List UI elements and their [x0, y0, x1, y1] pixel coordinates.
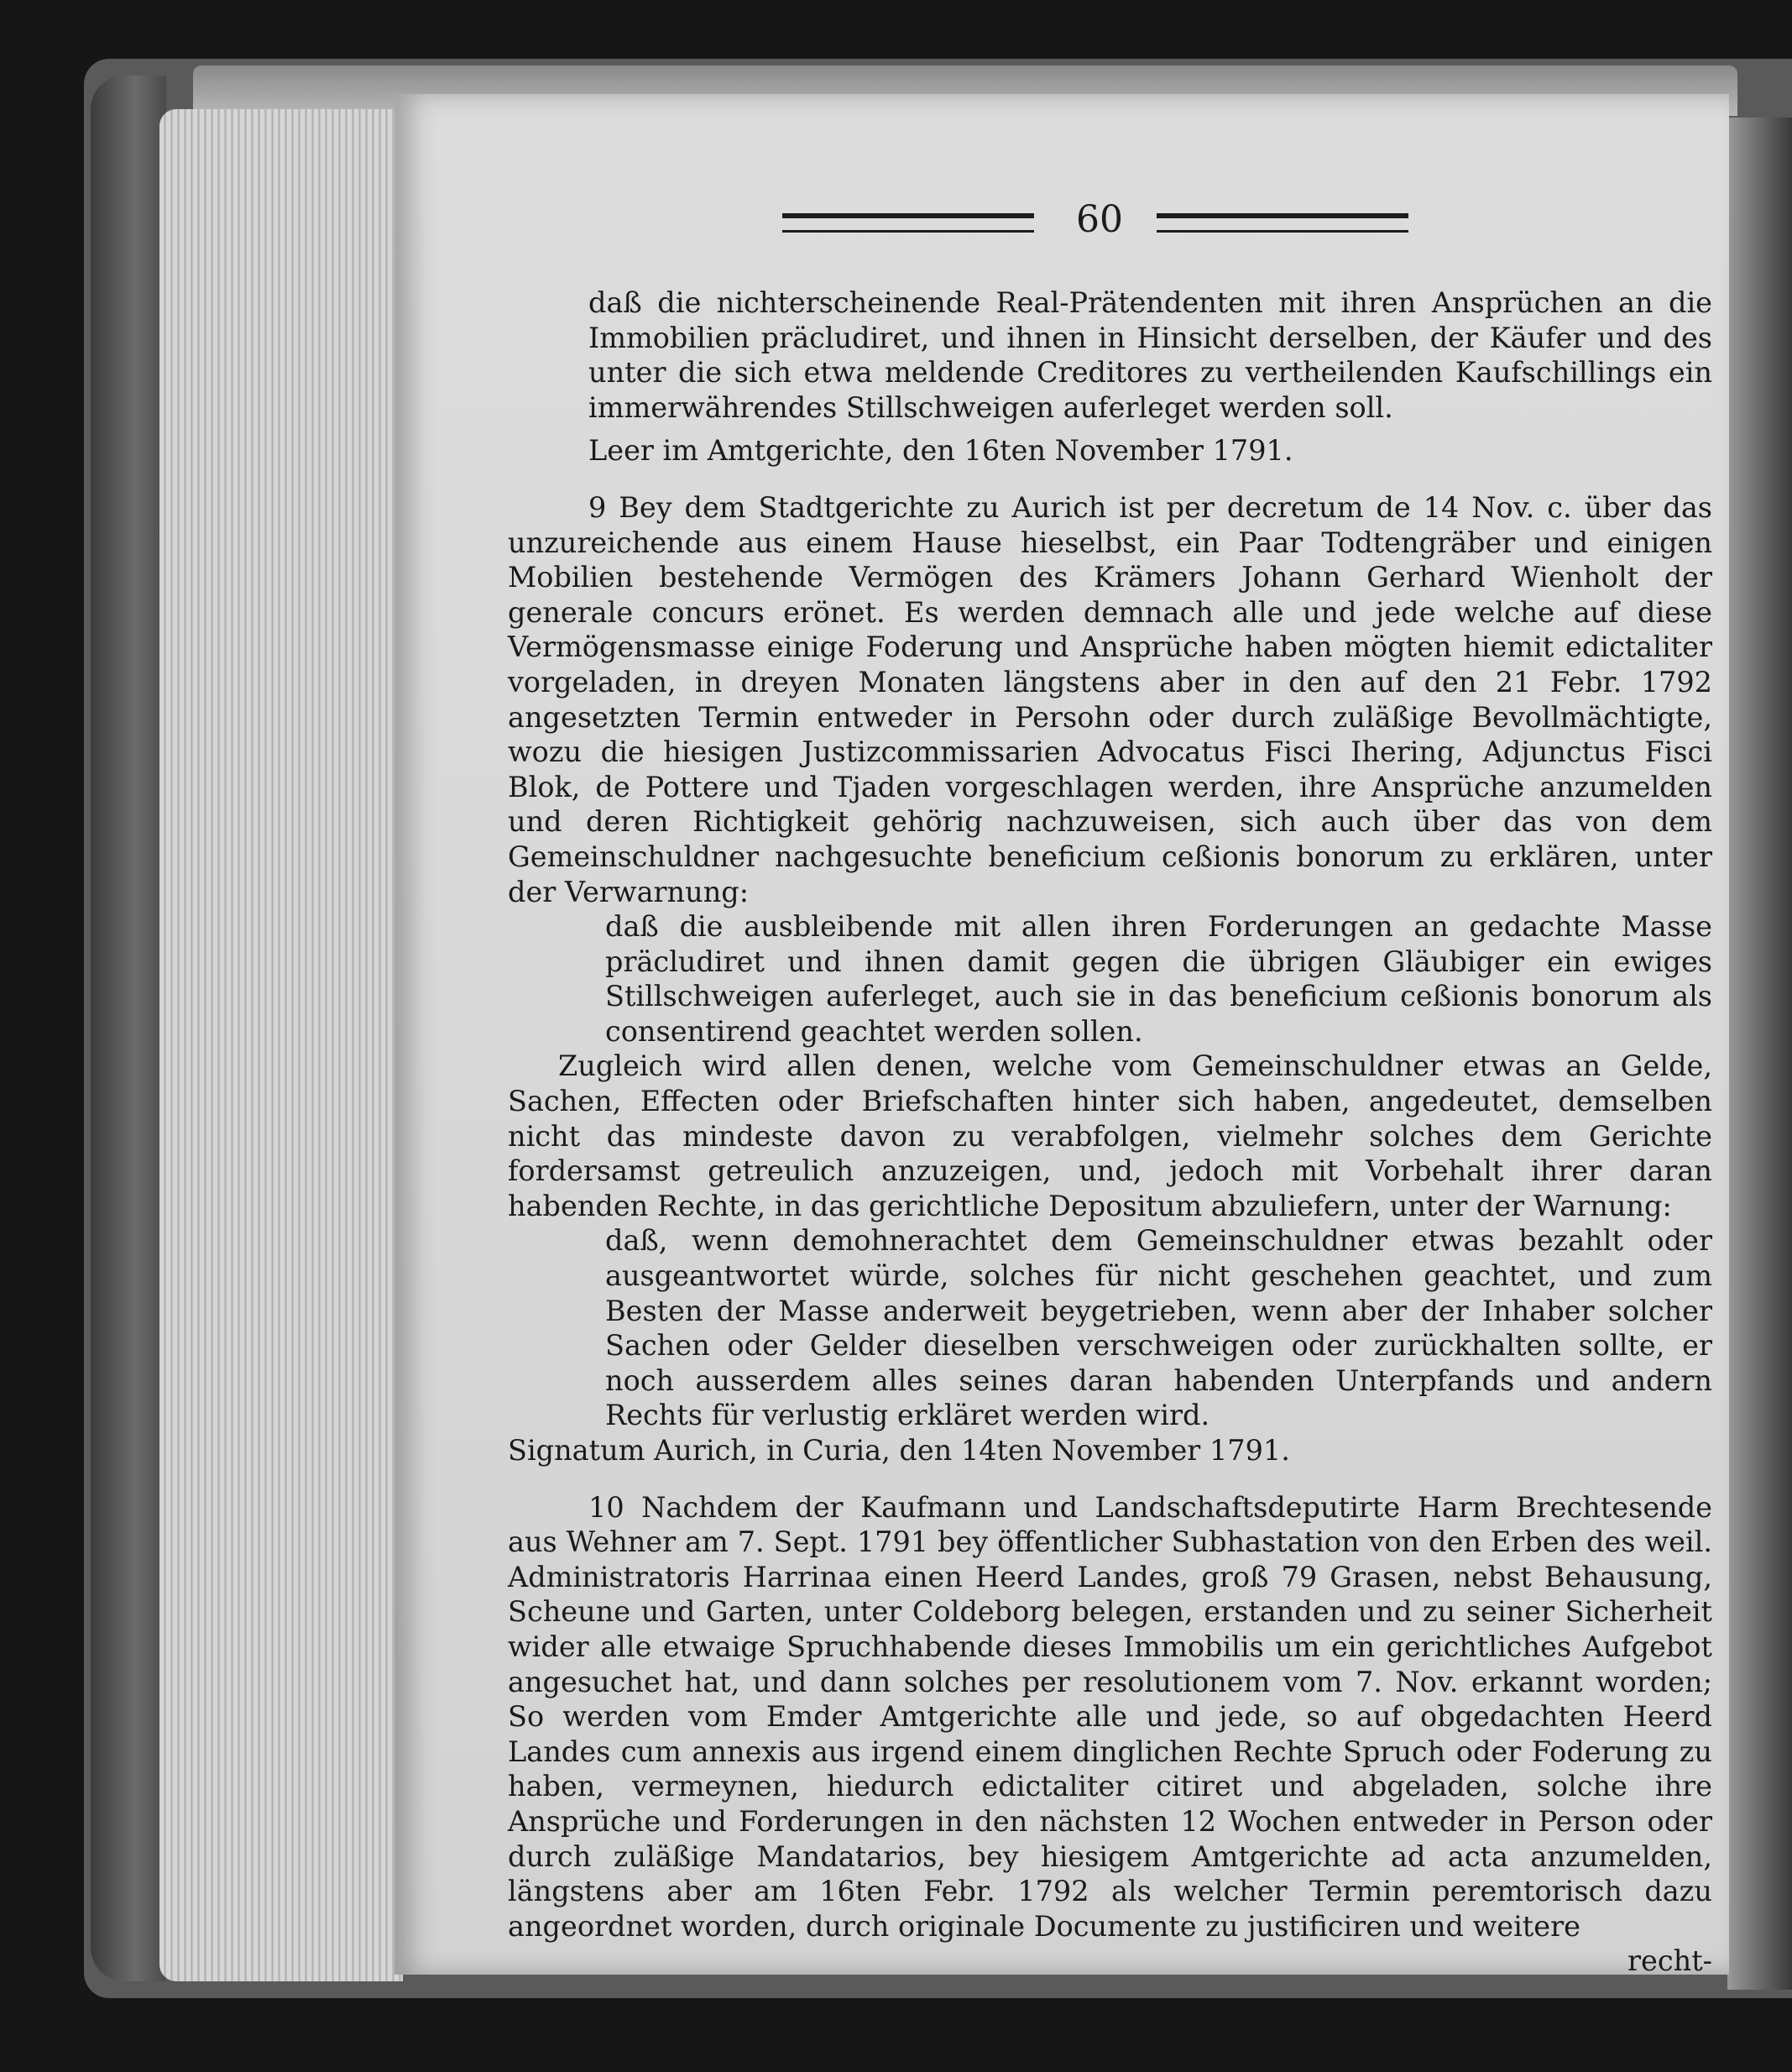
- notice-9-second-paragraph: Zugleich wird allen denen, welche vom Gemeinschuldner etwas an Gelde, Sachen, Effecten oder Briefschaften hinter sich haben, angedeutet, demselben nicht das mindeste davon zu verabfolgen, vielmehr solches dem Gerichte fordersamst getreulich anzuzeigen, und, jedoch mit Vorbehalt ihrer daran habenden Rechte, in das gerichtliche Depositum abzuliefern, unter der Warnung:: [508, 1049, 1712, 1222]
- header-rule-right: [1157, 213, 1408, 233]
- notice-9-warning-clause: daß die ausbleibende mit allen ihren Forderungen an gedachte Masse präcludiret und ihnen damit gegen die übrigen Gläubiger ein ewiges Stillschweigen auferleget, auch sie in das beneficium ceßionis bonorum als consentirend geachtet werden sollen.: [605, 910, 1712, 1048]
- notice-8-clause: daß die nichterscheinende Real-Prätendenten mit ihren Ansprüchen an die Immobilien präcludiret, und ihnen in Hinsicht derselben, der Käufer und des unter die sich etwa meldende Creditores zu vertheilenden Kaufschillings ein immerwährendes Stillschweigen auferleget werden soll.: [588, 286, 1712, 424]
- page-block-fore-edge: [159, 109, 403, 1981]
- header-rule-left: [782, 213, 1034, 233]
- page-header: [394, 198, 1729, 245]
- notice-10-paragraph: 10 Nachdem der Kaufmann und Landschaftsdeputirte Harm Brechtesende aus Wehner am 7. Sept. 1791 bey öffentlicher Subhastation von den Erben des weil. Administratoris Harrinaa einen Heerd Landes, groß 79 Grasen, nebst Behausung, Scheune und Garten, unter Coldeborg belegen, erstanden und zu seiner Sicherheit wider alle etwaige Spruchhabende dieses Immobilis um ein gerichtliches Aufgebot angesuchet hat, und dann solches per resolutionem vom 7. Nov. erkannt worden; So werden vom Emder Amtgerichte alle und jede, so auf obgedachten Heerd Landes cum annexis aus irgend einem dinglichen Rechte Spruch oder Foderung zu haben, vermeynen, hiedurch edictaliter citiret und abgeladen, solche ihre Ansprüche und Forderungen in den nächsten 12 Wochen entweder in Person oder durch zuläßige Mandatarios, bey hiesigem Amtgerichte ad acta anzumelden, längstens aber am 16ten Febr. 1792 als welcher Termin peremtorisch dazu angeordnet worden, durch originale Documente zu justificiren und weitere: [508, 1490, 1712, 1943]
- page-number: 60: [1076, 198, 1123, 241]
- notice-9-paragraph: 9 Bey dem Stadtgerichte zu Aurich ist per decretum de 14 Nov. c. über das unzureichende aus einem Hause hieselbst, ein Paar Todtengräber und einigen Mobilien bestehende Vermögen des Krämers Johann Gerhard Wienholt der generale concurs erönet. Es werden demnach alle und jede welche auf diese Vermögensmasse einige Foderung und Ansprüche haben mögten hiemit edictaliter vorgeladen, in dreyen Monaten längstens aber in den auf den 21 Febr. 1792 angesetzten Termin entweder in Persohn oder durch zuläßige Bevollmächtigte, wozu die hiesigen Justizcommissarien Advocatus Fisci Ihering, Adjunctus Fisci Blok, de Pottere und Tjaden vorgeschlagen werden, ihre Ansprüche anzumelden und deren Richtigkeit gehörig nachzuweisen, sich auch über das von dem Gemeinschuldner nachgesuchte beneficium ceßionis bonorum zu erklären, unter der Verwarnung:: [508, 490, 1712, 908]
- notice-9-second-warning: daß, wenn demohnerachtet dem Gemeinschuldner etwas bezahlt oder ausgeantwortet würde, solches für nicht geschehen geachtet, und zum Besten der Masse anderweit beygetrieben, wenn aber der Inhaber solcher Sachen oder Gelder dieselben verschweigen oder zurückhalten sollte, er noch ausserdem alles seines daran habenden Unterpfands und andern Rechts für verlustig erkläret werden wird.: [605, 1224, 1712, 1432]
- notice-9-signature: Signatum Aurich, in Curia, den 14ten November 1791.: [508, 1434, 1290, 1467]
- book-board-right: [1727, 118, 1792, 1990]
- book-spine: [91, 76, 166, 1981]
- notice-8-signature: Leer im Amtgerichte, den 16ten November 1791.: [588, 434, 1293, 468]
- catchword: recht-: [1627, 1944, 1712, 1978]
- page-text: [508, 285, 1712, 1979]
